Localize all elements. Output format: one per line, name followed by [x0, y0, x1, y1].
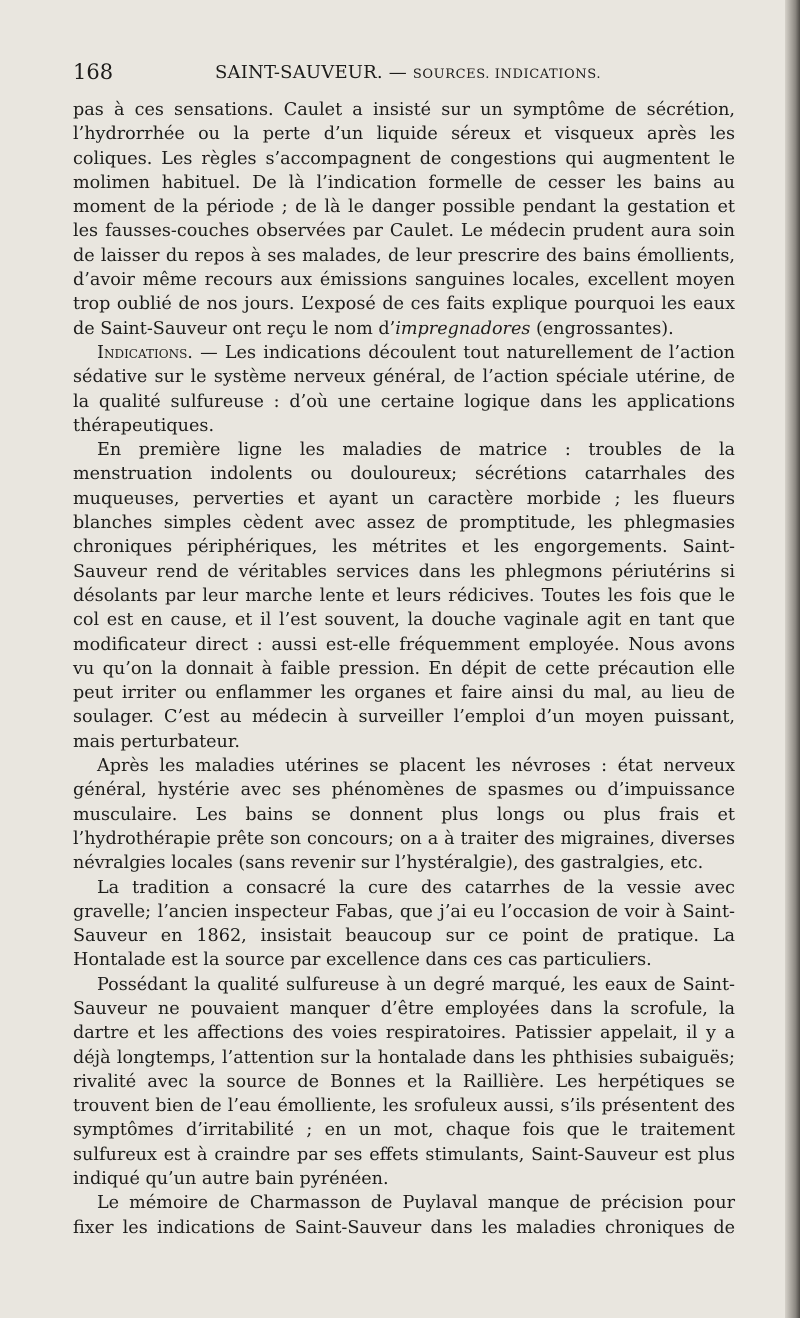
running-head	[215, 62, 601, 83]
paragraph-indications	[73, 341, 735, 438]
paragraph-6: Possédant la qualité sulfureuse à un degré marqué, les eaux de Saint-Sauveur ne pouvaient manquer d’être employées dans la scrofule, la dartre et les affections des voies respiratoires. Patissier appelait, il y a déjà longtemps, l’attention sur la hontalade dans les phthisies subaiguës; rivalité avec la source de Bonnes et la Raillière. Les herpétiques se trouvent bien de l’eau émolliente, les srofuleux aussi, s’ils présentent des symptômes d’irritabilité ; en un mot, chaque fois que le traitement sulfureux est à craindre par ses effets stimulants, Saint-Sauveur est plus indiqué qu’un autre bain pyrénéen.	[73, 974, 735, 1190]
body-text	[73, 98, 735, 1240]
header-dash: —	[388, 62, 407, 83]
paragraph-3: En première ligne les maladies de matrice : troubles de la menstruation indolents ou douloureux; sécrétions catarrhales des muqueuses, perverties et ayant un caractère morbide ; les flueurs blanches simples cèdent avec assez de promptitude, les phlegmasies chroniques périphériques, les métrites et les engorgements. Saint-Sauveur rend de véritables services dans les phlegmons périutérins si désolants par leur marche lente et leurs rédicives. Toutes les fois que le col est en cause, et il l’est souvent, la douche vaginale agit en tant que modificateur direct : aussi est-elle fréquemment employée. Nous avons vu qu’on la donnait à faible pression. En dépit de cette précaution elle peut irriter ou enflammer les organes et faire ainsi du mal, au lieu de soulager. C’est au médecin à surveiller l’emploi d’un moyen puissant, mais perturbateur.	[73, 440, 735, 752]
paragraph-7: Le mémoire de Charmasson de Puylaval manque de précision pour fixer les indications de Saint-Sauveur dans les maladies chroniques de	[73, 1193, 735, 1238]
p1-text: pas à ces sensations. Caulet a insisté sur un symptôme de sécrétion, l’hydrorrhée ou la perte d’un liquide séreux et visqueux après les coliques. Les règles s’accompagnent de congestions qui augmentent le molimen habituel. De là l’indication formelle de cesser les bains au moment de la période ; de là le danger possible pendant la gestation et les fausses-couches observées par Caulet. Le médecin prudent aura soin de laisser du repos à ses malades, de leur prescrire des bains émollients, d’avoir même recours aux émissions sanguines locales, excellent moyen trop oublié de nos jours. L’exposé de ces faits explique pourquoi les eaux de Saint-Sauveur ont reçu le nom d’	[73, 100, 735, 339]
page-header	[73, 60, 735, 90]
book-spine-shadow	[785, 0, 800, 1318]
section-heading-indications: Indications.	[97, 342, 193, 363]
paragraph-1	[73, 98, 735, 341]
running-title: SAINT-SAUVEUR.	[215, 62, 383, 83]
p1-text-end: (engrossantes).	[530, 318, 674, 339]
paragraph-4: Après les maladies utérines se placent les névroses : état nerveux général, hystérie avec ses phénomènes de spasmes ou d’impuissance musculaire. Les bains se donnent plus longs ou plus frais et l’hydrothérapie prête son concours; on a à traiter des migraines, diverses névralgies locales (sans revenir sur l’hystéralgie), des gastralgies, etc.	[73, 756, 735, 874]
paragraph-5: La tradition a consacré la cure des catarrhes de la vessie avec gravelle; l’ancien inspecteur Fabas, que j’ai eu l’occasion de voir à Saint-Sauveur en 1862, insistait beaucoup sur ce point de pratique. La Hontalade est la source par excellence dans ces cas particuliers.	[73, 877, 735, 971]
running-section: SOURCES. INDICATIONS.	[412, 67, 602, 82]
page-number: 168	[73, 60, 114, 84]
p2-text: — Les indications découlent tout naturellement de l’action sédative sur le système nerveux général, de l’action spéciale utérine, de la qualité sulfureuse : d’où une certaine logique dans les applications thérapeutiques.	[73, 342, 735, 436]
p1-italic-term: impregnadores	[395, 318, 531, 339]
